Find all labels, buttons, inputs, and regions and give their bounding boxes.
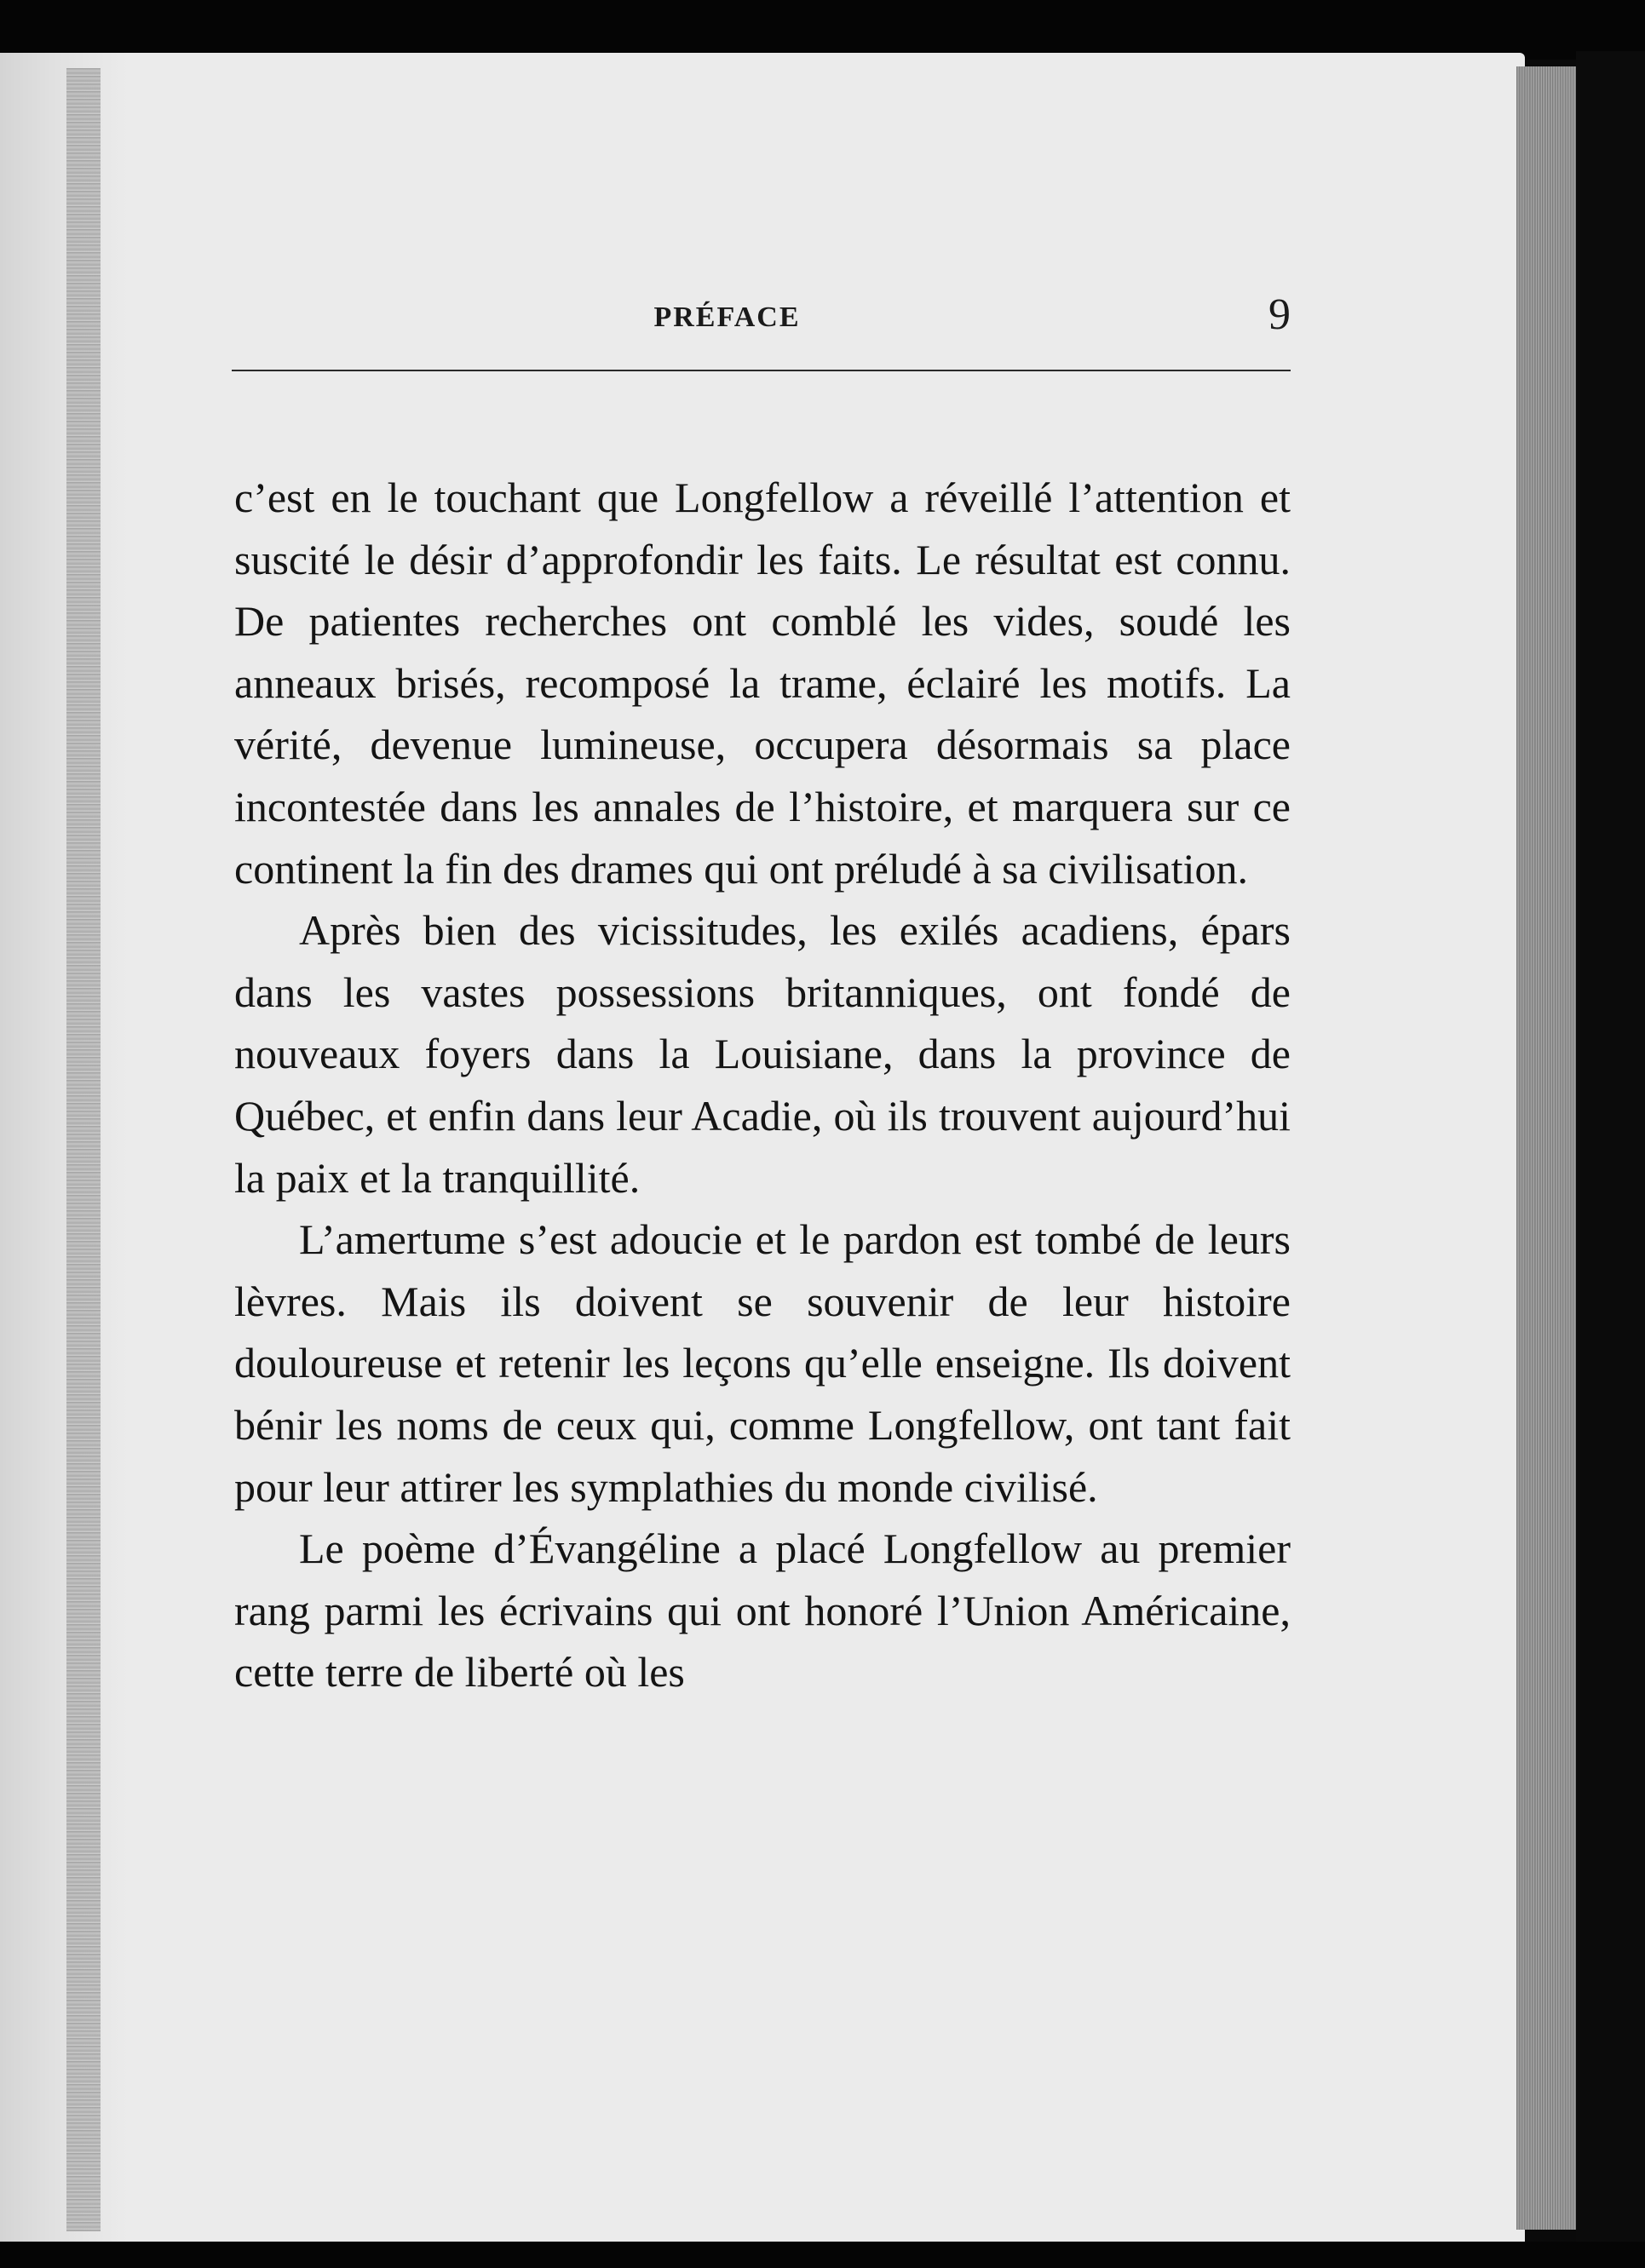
body-text — [234, 467, 1291, 1703]
scan-border-top — [0, 0, 1645, 60]
paragraph: Après bien des vicissitudes, les exilés acadiens, épars dans les vastes possessions britanniques, ont fondé de nouveaux foyers dans la Louisiane, dans la province de Québec, et enfin dans leur Acadie, où ils trouvent aujourd’hui la paix et la tranquillité. — [234, 906, 1291, 1202]
paragraph: Le poème d’Évangéline a placé Longfellow au premier rang parmi les écrivains qui ont honoré l’Union Américaine, cette terre de liberté où les — [234, 1524, 1291, 1697]
paragraph: L’amertume s’est adoucie et le pardon est tombé de leurs lèvres. Mais ils doivent se souvenir de leur histoire douloureuse et retenir les leçons qu’elle enseigne. Ils doivent bénir les noms de ceux qui, comme Longfellow, ont tant fait pour leur attirer les symplathies du monde civilisé. — [234, 1215, 1291, 1511]
paragraph: c’est en le touchant que Longfellow a réveillé l’attention et suscité le désir d’approfondir les faits. Le résultat est connu. De patientes recherches ont comblé les vides, soudé les anneaux brisés, recomposé la trame, éclairé les motifs. La vérité, devenue lumineuse, occupera désormais sa place incontestée dans les annales de l’histoire, et marquera sur ce continent la fin des drames qui ont préludé à sa civilisation. — [234, 474, 1291, 893]
page-header — [232, 290, 1291, 341]
running-head: PRÉFACE — [653, 301, 801, 333]
scan-border-bottom — [0, 2242, 1645, 2268]
header-rule — [232, 370, 1291, 371]
binding-gutter — [0, 53, 128, 2242]
page-edges — [1516, 66, 1576, 2230]
scan-border-right — [1576, 51, 1645, 2268]
page-number: 9 — [1268, 290, 1291, 339]
binding-edge — [66, 68, 101, 2231]
